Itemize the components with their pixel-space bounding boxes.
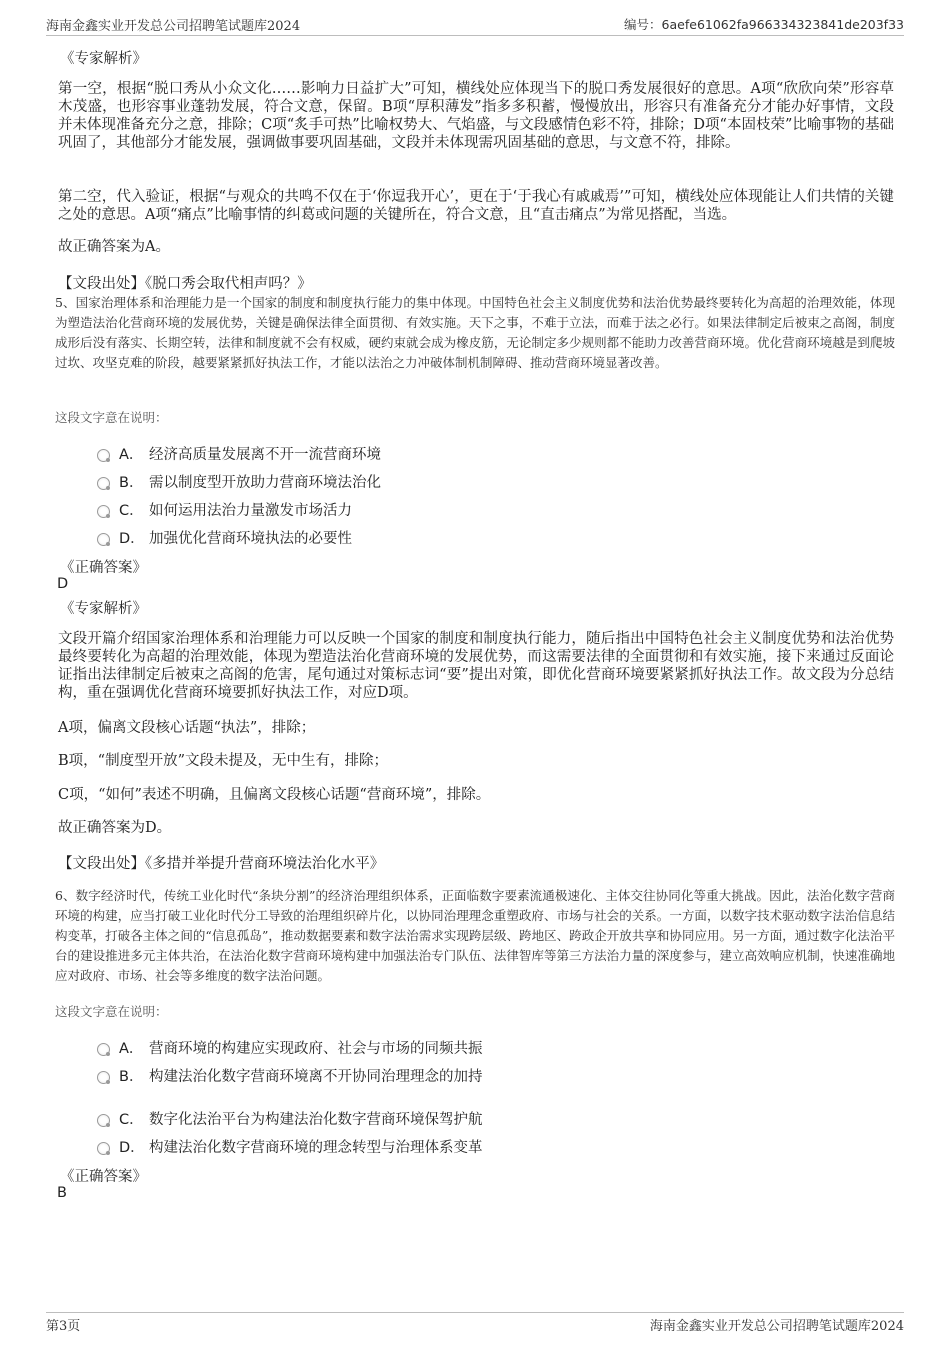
page-header: [46, 13, 904, 36]
q5-option-b[interactable]: [97, 471, 381, 492]
radio-button-icon[interactable]: [97, 477, 110, 490]
q4-expert-label: 《专家解析》: [60, 51, 147, 67]
header-serial: 编号：6aefe61062fa966334323841de203f33: [624, 17, 904, 32]
radio-button-icon[interactable]: [97, 505, 110, 518]
q4-analysis-p2: 第二空，代入验证，根据“与观众的共鸣不仅在于‘你逗我开心’，更在于‘于我心有戚戚焉’”可知，横线处应体现能让人们共情的关键之处的意思。A项“痛点”比喻事情的纠葛或问题的关键所在，符合文意，且“直击痛点”为常见搭配，当选。: [58, 189, 894, 223]
footer-title: 海南金鑫实业开发总公司招聘笔试题库2024: [649, 1319, 904, 1334]
radio-button-icon[interactable]: [97, 1142, 110, 1155]
radio-button-icon[interactable]: [97, 533, 110, 546]
option-key: C．: [119, 1112, 144, 1128]
option-text: 构建法治化数字营商环境离不开协同治理理念的加持: [149, 1069, 483, 1085]
q4-analysis-p3: 故正确答案为A。: [58, 239, 170, 255]
radio-button-icon[interactable]: [97, 1071, 110, 1084]
q5-option-d[interactable]: [97, 527, 352, 548]
option-text: 数字化法治平台为构建法治化数字营商环境保驾护航: [149, 1112, 483, 1128]
option-key: A．: [119, 447, 144, 463]
q5-prompt: 这段文字意在说明：: [55, 410, 168, 425]
option-key: B．: [119, 475, 144, 491]
q5-option-c[interactable]: [97, 499, 352, 520]
q5-analysis-p1: 文段开篇介绍国家治理体系和治理能力可以反映一个国家的制度和制度执行能力，随后指出中国特色社会主义制度优势和法治优势最终要转化为高超的治理效能，体现为塑造法治化营商环境的发展优势，而这需要法律的全面贯彻和有效实施，接下来通过反面论证指出法律制定后被束之高阁的危害，尾句通过对策标志词“要”提出对策，即优化营商环境要紧紧抓好执法工作。故文段为分总结构，重在强调优化营商环境要抓好执法工作，对应D项。: [58, 631, 894, 701]
q6-option-d[interactable]: [97, 1136, 483, 1157]
q4-source: 【文段出处】《脱口秀会取代相声吗？》: [58, 276, 312, 292]
q5-expert-label: 《专家解析》: [60, 601, 147, 617]
q6-option-a[interactable]: [97, 1037, 483, 1058]
q6-prompt: 这段文字意在说明：: [55, 1004, 168, 1019]
option-text: 加强优化营商环境执法的必要性: [149, 531, 352, 547]
radio-button-icon[interactable]: [97, 1114, 110, 1127]
q5-option-a[interactable]: [97, 443, 381, 464]
q5-analysis-p2: A项，偏离文段核心话题“执法”，排除；: [58, 720, 316, 736]
q5-analysis-p3: B项，“制度型开放”文段未提及，无中生有，排除；: [58, 753, 388, 769]
q5-question: 5、国家治理体系和治理能力是一个国家的制度和制度执行能力的集中体现。中国特色社会主义制度优势和法治优势最终要转化为高超的治理效能，体现为塑造法治化营商环境的发展优势，关键是确保法律全面贯彻、有效实施。天下之事，不难于立法，而难于法之必行。如果法律制定后被束之高阁，制度成形后没有落实、长期空转，法律和制度就不会有权威，硬约束就会成为橡皮筋，无论制定多少规则都不能助力改善营商环境。优化营商环境越是到爬坡过坎、攻坚克难的阶段，越要紧紧抓好执法工作，才能以法治之力冲破体制机制障碍、推动营商环境显著改善。: [55, 295, 895, 370]
page-number: 第3页: [46, 1319, 81, 1334]
page-footer: [46, 1312, 904, 1337]
option-key: D．: [119, 1140, 145, 1156]
header-title: 海南金鑫实业开发总公司招聘笔试题库2024: [46, 19, 301, 34]
option-text: 经济高质量发展离不开一流营商环境: [149, 447, 381, 463]
q6-answer-label: 《正确答案》: [60, 1169, 147, 1185]
option-key: C．: [119, 503, 144, 519]
option-key: A．: [119, 1041, 144, 1057]
option-text: 构建法治化数字营商环境的理念转型与治理体系变革: [149, 1140, 483, 1156]
q6-answer: B: [57, 1185, 67, 1201]
option-key: B．: [119, 1069, 144, 1085]
q5-answer-label: 《正确答案》: [60, 560, 147, 576]
q5-analysis-p5: 故正确答案为D。: [58, 820, 172, 836]
option-text: 需以制度型开放助力营商环境法治化: [149, 475, 381, 491]
q5-answer: D: [57, 576, 69, 592]
option-key: D．: [119, 531, 145, 547]
q4-analysis-p1: 第一空，根据“脱口秀从小众文化……影响力日益扩大”可知，横线处应体现当下的脱口秀发展很好的意思。A项“欣欣向荣”形容草木茂盛，也形容事业蓬勃发展，符合文意，保留。B项“厚积薄发”指多多积蓄，慢慢放出，形容只有准备充分才能办好事情，文段并未体现准备充分之意，排除；C项“炙手可热”比喻权势大、气焰盛，与文段感情色彩不符，排除；D项“本固枝荣”比喻事物的基础巩固了，其他部分才能发展，强调做事要巩固基础，文段并未体现需巩固基础的意思，与文意不符，排除。: [58, 81, 894, 151]
q5-analysis-p4: C项，“如何”表述不明确，且偏离文段核心话题“营商环境”，排除。: [58, 787, 491, 803]
q6-option-c[interactable]: [97, 1108, 483, 1129]
radio-button-icon[interactable]: [97, 449, 110, 462]
option-text: 如何运用法治力量激发市场活力: [149, 503, 352, 519]
option-text: 营商环境的构建应实现政府、社会与市场的同频共振: [149, 1041, 483, 1057]
q5-source: 【文段出处】《多措并举提升营商环境法治化水平》: [58, 856, 385, 872]
q6-question: 6、数字经济时代，传统工业化时代“条块分割”的经济治理组织体系，正面临数字要素流通极速化、主体交往协同化等重大挑战。因此，法治化数字营商环境的构建，应当打破工业化时代分工导致的治理组织碎片化，以协同治理理念重塑政府、市场与社会的关系。一方面，以数字技术驱动数字法治信息结构变革，打破各主体之间的“信息孤岛”，推动数据要素和数字法治需求实现跨层级、跨地区、跨政企开放共享和协同应用。另一方面，通过数字化法治平台的建设推进多元主体共治，在法治化数字营商环境构建中加强法治专门队伍、法律智库等第三方法治力量的深度参与，建立高效响应机制，快速准确地应对政府、市场、社会等多维度的数字法治问题。: [55, 888, 895, 983]
radio-button-icon[interactable]: [97, 1043, 110, 1056]
q6-option-b[interactable]: [97, 1065, 483, 1086]
